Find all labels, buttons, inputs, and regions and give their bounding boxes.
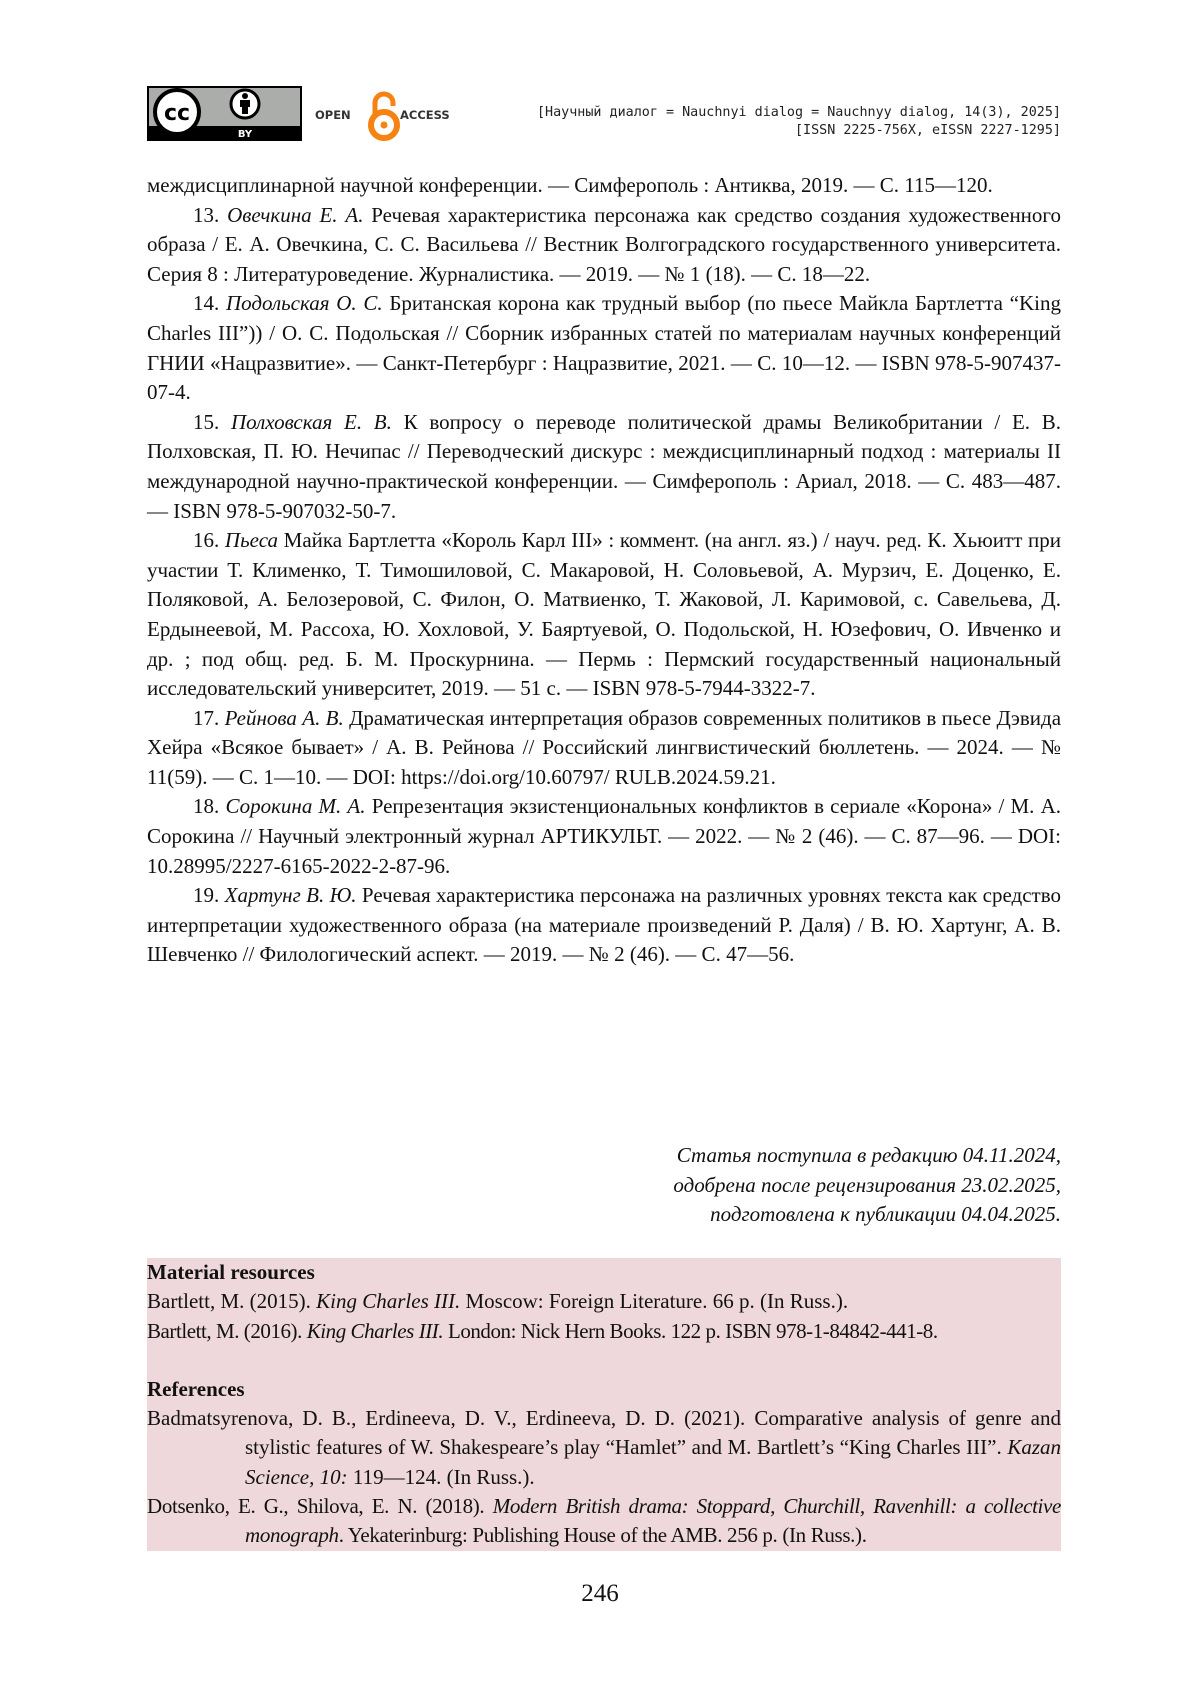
reference-number: 14. (193, 291, 219, 315)
open-access-logo (315, 86, 465, 142)
reference-text: К вопросу о переводе политической драмы Великобритании / Е. В. Полховская, П. Ю. Нечипас // Переводческий дискурс : междисциплинарный подход : материалы II международной научно-практической конференции. — Симферополь : Ариал, 2018. — С. 483—487. — ISBN 978-5-907032-50-7. (147, 410, 1061, 523)
reference-number: 13. (193, 203, 219, 227)
reference-item (147, 526, 1061, 704)
reference-item (147, 289, 1061, 407)
reference-number: 16. (193, 528, 219, 552)
references-heading: References (147, 1375, 1061, 1404)
reference-author: Овечкина Е. А. (227, 203, 363, 227)
reference-text: Речевая характеристика персонажа на различных уровнях текста как средство интерпретации художественного образа (на материале произведений Р. Даля) / В. Ю. Хартунг, А. В. Шевченко // Филологический аспект. — 2019. — № 2 (46). — С. 47—56. (147, 883, 1061, 966)
reference-author: Рейнова А. В. (225, 706, 344, 730)
reference-number: 18. (193, 794, 219, 818)
english-references (147, 1258, 1061, 1551)
reference-author: Полховская Е. В. (231, 410, 392, 434)
reference-text: Речевая характеристика персонажа как средство создания художественного образа / Е. А. Овечкина, С. С. Васильева // Вестник Волгоградского государственного университета. Серия 8 : Литературоведение. Журналистика. — 2019. — № 1 (18). — С. 18—22. (147, 203, 1061, 286)
svg-text:cc: cc (164, 101, 190, 126)
reference-text: Майка Бартлетта «Король Карл III» : коммент. (на англ. яз.) / науч. ред. К. Хьюитт при участии Т. Клименко, Т. Тимошиловой, С. Макаровой, Н. Соловьевой, А. Мурзич, Е. Доценко, Е. Поляковой, А. Белозеровой, С. Филон, О. Матвиенко, Т. Жаковой, Л. Каримовой, с. Савельева, Д. Ердынеевой, М. Рассоха, Ю. Хохловой, У. Баяртуевой, О. Подольской, Н. Юзефович, О. Ивченко и др. ; под общ. ред. Б. М. Проскурнина. — Пермь : Пермский государственный национальный исследовательский университет, 2019. — 51 с. — ISBN 978-5-7944-3322-7. (147, 528, 1061, 700)
reference-author: Подольская О. С. (226, 291, 383, 315)
svg-text:ACCESS: ACCESS (400, 108, 450, 122)
material-item: Bartlett, M. (2015). King Charles III. Moscow: Foreign Literature. 66 p. (In Russ.). (147, 1287, 1061, 1316)
reference-item (147, 201, 1061, 290)
journal-meta (537, 104, 1061, 140)
page-header (147, 86, 1061, 142)
reference-number: 17. (193, 706, 219, 730)
reference-continuation: междисциплинарной научной конференции. — Симферополь : Антиква, 2019. — С. 115—120. (147, 171, 1061, 201)
reference-author: Сорокина М. А. (225, 794, 365, 818)
svg-text:OPEN: OPEN (315, 108, 351, 122)
reference-number: 15. (193, 410, 219, 434)
article-dates (673, 1141, 1061, 1230)
journal-title-line: [Научный диалог = Nauchnyi dialog = Nauchnyy dialog, 14(3), 2025] (537, 104, 1061, 122)
reference-author: Хартунг В. Ю. (225, 883, 357, 907)
reference-text: Драматическая интерпретация образов современных политиков в пьесе Дэвида Хейра «Всякое бывает» / А. В. Рейнова // Российский лингвистический бюллетень. — 2024. — № 11(59). — С. 1—10. — DOI: https://doi.org/10.60797/ RULB.2024.59.21. (147, 706, 1061, 789)
open-lock-icon (371, 94, 397, 138)
issn-line: [ISSN 2225-756X, eISSN 2227-1295] (537, 122, 1061, 140)
reference-item (147, 408, 1061, 526)
material-resources-heading: Material resources (147, 1258, 1061, 1287)
reference-list-ru (147, 171, 1061, 970)
reference-text: Британская корона как трудный выбор (по пьесе Майкла Бартлетта “King Charles III”)) / О. С. Подольская // Сборник избранных статей по материалам научных конференций ГНИИ «Нацразвитие». — Санкт-Петербург : Нацразвитие, 2021. — С. 10—12. — ISBN 978-5-907437-07-4. (147, 291, 1061, 404)
reference-author: Пьеса (225, 528, 278, 552)
reference-number: 19. (193, 883, 219, 907)
reference-item (147, 792, 1061, 881)
reference-item (147, 704, 1061, 793)
material-item: Bartlett, M. (2016). King Charles III. London: Nick Hern Books. 122 p. ISBN 978-1-84842-441-8. (147, 1317, 1061, 1346)
reference-item (147, 881, 1061, 970)
page-number: 246 (0, 1580, 1200, 1608)
approved-date: одобрена после рецензирования 23.02.2025, (673, 1171, 1061, 1201)
received-date: Статья поступила в редакцию 04.11.2024, (673, 1141, 1061, 1171)
svg-text:BY: BY (238, 129, 253, 140)
reference-entry: Dotsenko, E. G., Shilova, E. N. (2018). Modern British drama: Stoppard, Churchill, Ravenhill: a collective monograph. Yekaterinburg: Publishing House of the AMB. 256 p. (In Russ.). (147, 1492, 1061, 1551)
attribution-person-icon (231, 90, 259, 118)
cc-by-license-badge (147, 86, 302, 141)
reference-entry: Badmatsyrenova, D. B., Erdineeva, D. V., Erdineeva, D. D. (2021). Comparative analysis of genre and stylistic features of W. Shakespeare’s play “Hamlet” and M. Bartlett’s “King Charles III”. Kazan Science, 10: 119—124. (In Russ.). (147, 1404, 1061, 1492)
reference-text: Репрезентация экзистенциональных конфликтов в сериале «Корона» / М. А. Сорокина // Научный электронный журнал АРТИКУЛЬТ. — 2022. — № 2 (46). — С. 87—96. — DOI: 10.28995/2227-6165-2022-2-87-96. (147, 794, 1061, 877)
accepted-date: подготовлена к публикации 04.04.2025. (673, 1200, 1061, 1230)
